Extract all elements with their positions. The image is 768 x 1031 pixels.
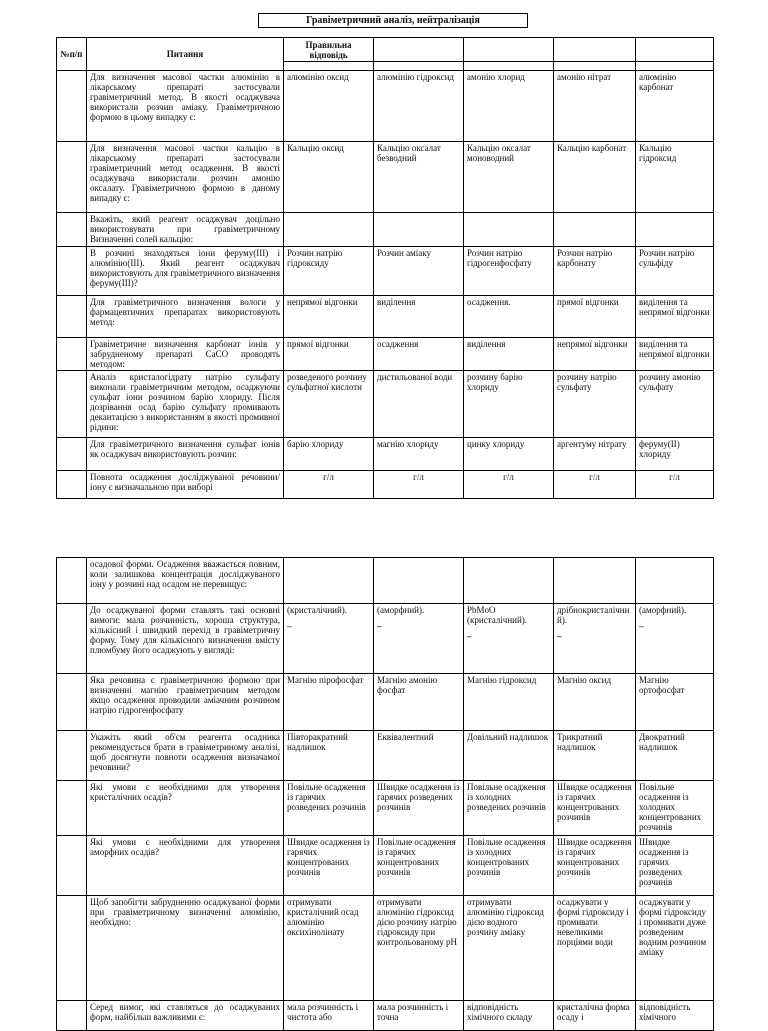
answer-option-cell: мала розчинність і чистота або	[284, 1001, 374, 1031]
column-header-number: №п/п	[57, 38, 87, 71]
answer-option-cell: Магнію ортофосфат	[636, 674, 714, 731]
answer-option-cell: Магнію пірофосфат	[284, 674, 374, 731]
answer-option-cell: аргентуму нітрату	[554, 438, 636, 471]
table-row	[57, 142, 714, 213]
answer-option-cell: Півторакратний надлишок	[284, 731, 374, 781]
answer-option-cell: феруму(ІІ) хлориду	[636, 438, 714, 471]
answer-option-cell: Двократний надлишок	[636, 731, 714, 781]
answer-option-cell: Повільне осадження із гарячих розведених розчинів	[284, 781, 374, 836]
answer-option-cell: Розчин аміаку	[374, 247, 464, 296]
row-number-cell	[57, 371, 87, 438]
answer-option-cell: Кальцію гідроксид	[636, 142, 714, 213]
answer-option-cell: виділення та непрямої відгонки	[636, 296, 714, 338]
answer-option-cell: отримувати кристалічний осад алюмінію оксихінолінату	[284, 896, 374, 1001]
table-row	[57, 213, 714, 247]
table-row	[57, 731, 714, 781]
table-row	[57, 896, 714, 1001]
answer-option-cell: (аморфний). ‒	[374, 604, 464, 674]
answer-option-cell	[554, 213, 636, 247]
answer-option-cell: прямої відгонки	[554, 296, 636, 338]
answer-option-cell	[636, 558, 714, 604]
table-row	[57, 71, 714, 142]
question-cell: Вкажіть, який реагент осаджувач доцільно використовувати при гравіметричному Визначенні солей кальцію:	[87, 213, 284, 247]
question-cell: Для гравіметричного визначення сульфат іонів як осаджувач використовують розчин:	[87, 438, 284, 471]
answer-option-cell: Швидке осадження із гарячих розведених розчинів	[374, 781, 464, 836]
answer-option-cell: Магнію гідроксид	[464, 674, 554, 731]
question-cell: Для визначення масової частки кальцію в лікарському препараті застосували гравіметричний метод осадження. В якості осаджувача використали розчин амонію оксалату. Гравіметричною формою в даному випадку є:	[87, 142, 284, 213]
table-row	[57, 674, 714, 731]
answer-option-cell: виділення	[464, 338, 554, 371]
questions-table-bottom	[56, 557, 714, 1031]
answer-option-cell: Розчин натрію гідроксиду	[284, 247, 374, 296]
question-cell: Щоб запобігти забрудненню осаджуваної форми при гравіметричному визначенні алюмінію, необхідно:	[87, 896, 284, 1001]
answer-option-cell: Кальцію оксалат моноводний	[464, 142, 554, 213]
answer-option-cell: Розчин натрію карбонату	[554, 247, 636, 296]
answer-option-cell: розведеного розчину сульфатної кислоти	[284, 371, 374, 438]
question-cell: До осаджуваної форми ставлять такі основні вимоги: мала розчинність, хороша структура, кількісний і швидкий перехід в гравіметричну форму. Тому для кількісного визначення вмісту плюмбуму його осаджують у вигляді:	[87, 604, 284, 674]
answer-option-cell: прямої відгонки	[284, 338, 374, 371]
row-number-cell	[57, 247, 87, 296]
row-number-cell	[57, 674, 87, 731]
answer-option-cell	[636, 213, 714, 247]
answer-option-cell	[464, 558, 554, 604]
table-row	[57, 338, 714, 371]
answer-option-cell: амонію нітрат	[554, 71, 636, 142]
answer-option-cell: амонію хлорид	[464, 71, 554, 142]
answer-option-cell: осадження.	[464, 296, 554, 338]
answer-option-cell	[284, 558, 374, 604]
answer-option-cell: отримувати алюмінію гідроксид дією розчину натрію гідроксиду при контрольованому pH	[374, 896, 464, 1001]
answer-option-cell: PbMoO (кристалічний). ‒	[464, 604, 554, 674]
answer-option-cell: Еквівалентний	[374, 731, 464, 781]
answer-option-cell: отримувати алюмінію гідроксид дією водного розчину аміаку	[464, 896, 554, 1001]
answer-option-cell: виділення та непрямої відгонки	[636, 338, 714, 371]
answer-option-cell	[464, 213, 554, 247]
answer-option-cell: мала розчинність і точна	[374, 1001, 464, 1031]
question-cell: Укажіть який об'єм реагента осадника рекомендується брати в гравіметриному аналізі, щоб досягнути повноти осадження визначамої речовини?	[87, 731, 284, 781]
column-header-answer: Правильна відповідь	[284, 38, 374, 62]
answer-option-cell: г/л	[284, 471, 374, 499]
formula-fragment-mark: ‒	[377, 621, 382, 631]
document-title: Гравіметричний аналіз, нейтралізація	[258, 13, 528, 28]
question-cell: В розчині знаходяться іони феруму(III) і алюмінію(III). Який реагент осаджувач використовують для гравіметричного визначення феруму(III)?	[87, 247, 284, 296]
answer-option-cell: Кальцію оксид	[284, 142, 374, 213]
answer-option-cell: Повільне осадження із холодних концентрованих розчинів	[636, 781, 714, 836]
question-cell: Які умови є необхідними для утворення аморфних осадів?	[87, 836, 284, 896]
question-cell: Аналіз кристалогідрату натрію сульфату виконали гравіметричним методом, осаджуючи сульфат іони розчином барію хлориду. Після дозрівання осад барію сульфату промивають декантацією з використанням в якості промивної рідини:	[87, 371, 284, 438]
row-number-cell	[57, 781, 87, 836]
row-number-cell	[57, 213, 87, 247]
answer-option-cell: г/л	[374, 471, 464, 499]
answer-option-cell: розчину барію хлориду	[464, 371, 554, 438]
answer-option-cell: розчину амонію сульфату	[636, 371, 714, 438]
question-cell: Для гравіметричного визначення вологи у фармацевтичних препаратах використовують метод:	[87, 296, 284, 338]
answer-option-cell: Розчин натрію сульфіду	[636, 247, 714, 296]
answer-option-cell: цинку хлориду	[464, 438, 554, 471]
answer-option-cell: осаджувати у формі гідроксиду і промивати невеликими порціями води	[554, 896, 636, 1001]
table-row	[57, 781, 714, 836]
formula-fragment-mark: ‒	[557, 631, 562, 641]
answer-option-cell: непрямої відгонки	[284, 296, 374, 338]
answer-option-cell: Магнію оксид	[554, 674, 636, 731]
answer-option-cell: (кристалічний). ‒	[284, 604, 374, 674]
answer-option-cell: Розчин натрію гідрогенфосфату	[464, 247, 554, 296]
answer-option-cell: Трикратний надлишок	[554, 731, 636, 781]
table-row	[57, 558, 714, 604]
answer-option-cell: Швидке осадження із гарячих концентрованих розчинів	[554, 781, 636, 836]
answer-option-cell: дрібнокристалічний). ‒	[554, 604, 636, 674]
answer-option-cell: осаджувати у формі гідроксиду і промивати дуже розведеним водним розчином аміаку	[636, 896, 714, 1001]
answer-option-cell: Швидке осадження із гарячих концентрованих розчинів	[554, 836, 636, 896]
answer-option-cell: відповідність хімічного	[636, 1001, 714, 1031]
table-row	[57, 438, 714, 471]
answer-option-cell: г/л	[636, 471, 714, 499]
answer-option-cell: Повільне осадження із холодних концентрованих розчинів	[464, 836, 554, 896]
answer-option-cell: виділення	[374, 296, 464, 338]
row-number-cell	[57, 471, 87, 499]
answer-option-cell: алюмінію карбонат	[636, 71, 714, 142]
column-header-question: Питання	[87, 38, 284, 71]
row-number-cell	[57, 896, 87, 1001]
formula-fragment-mark: ‒	[639, 621, 644, 631]
answer-option-cell: (аморфний). ‒	[636, 604, 714, 674]
answer-option-cell	[284, 213, 374, 247]
question-cell: осадової форми. Осадження вважається повним, коли залишкова концентрація досліджуваного іону у розчині над осадом не перевищує:	[87, 558, 284, 604]
answer-option-cell: г/л	[464, 471, 554, 499]
question-cell: Для визначення масової частки алюмінію в лікарському препараті застосували гравіметричний метод. В якості осаджувача використали розчин аміаку. Гравіметричною формою в цьому випадку є:	[87, 71, 284, 142]
answer-option-cell: розчину натрію сульфату	[554, 371, 636, 438]
row-number-cell	[57, 731, 87, 781]
question-cell: Які умови є необхідними для утворення кристалічних осадів?	[87, 781, 284, 836]
table-row	[57, 296, 714, 338]
table-row	[57, 1001, 714, 1031]
question-cell: Повнота осадження досліджуваної речовини/іону є визначальною при виборі	[87, 471, 284, 499]
answer-option-cell: Магнію амонію фосфат	[374, 674, 464, 731]
answer-option-cell: алюмінію гідроксид	[374, 71, 464, 142]
answer-option-cell: відповідність хімічного складу	[464, 1001, 554, 1031]
answer-option-cell: Швидке осадження із гарячих концентрованих розчинів	[284, 836, 374, 896]
answer-option-cell: г/л	[554, 471, 636, 499]
table-row	[57, 247, 714, 296]
answer-option-cell: Кальцію карбонат	[554, 142, 636, 213]
answer-option-cell: Довільний надлишок	[464, 731, 554, 781]
table-row	[57, 371, 714, 438]
answer-option-cell: Повільне осадження із холодних розведених розчинів	[464, 781, 554, 836]
formula-fragment-mark: ‒	[467, 631, 472, 641]
answer-option-cell: кристалічна форма осаду і	[554, 1001, 636, 1031]
answer-option-cell	[374, 213, 464, 247]
table-row	[57, 471, 714, 499]
row-number-cell	[57, 296, 87, 338]
row-number-cell	[57, 142, 87, 213]
row-number-cell	[57, 71, 87, 142]
question-cell: Серед вимог, які ставляться до осаджуваних форм, найбільш важливими є:	[87, 1001, 284, 1031]
answer-option-cell	[554, 558, 636, 604]
row-number-cell	[57, 438, 87, 471]
answer-option-cell: магнію хлориду	[374, 438, 464, 471]
answer-option-cell: Повільне осадження із гарячих концентрованих розчинів	[374, 836, 464, 896]
answer-option-cell	[374, 558, 464, 604]
row-number-cell	[57, 338, 87, 371]
answer-option-cell: алюмінію оксид	[284, 71, 374, 142]
answer-option-cell: Швидке осадження із гарячих розведених розчинів	[636, 836, 714, 896]
table-row	[57, 836, 714, 896]
answer-option-cell: барію хлориду	[284, 438, 374, 471]
questions-table-top	[56, 37, 714, 499]
question-cell: Яка речовина є гравіметричною формою при визначенні магнію гравіметричним методом якщо осадження проводили аміачним розчином натрію гідрогенфосфату	[87, 674, 284, 731]
row-number-cell	[57, 836, 87, 896]
answer-option-cell: Кальцію оксалат безводний	[374, 142, 464, 213]
row-number-cell	[57, 604, 87, 674]
question-cell: Гравіметричне визначення карбонат іонів у забрудненому препараті CaCO проводять методом:	[87, 338, 284, 371]
answer-option-cell: непрямої відгонки	[554, 338, 636, 371]
answer-option-cell: дистильованої води	[374, 371, 464, 438]
row-number-cell	[57, 558, 87, 604]
answer-option-cell: осадження	[374, 338, 464, 371]
table-row	[57, 604, 714, 674]
formula-fragment-mark: ‒	[287, 621, 292, 631]
row-number-cell	[57, 1001, 87, 1031]
